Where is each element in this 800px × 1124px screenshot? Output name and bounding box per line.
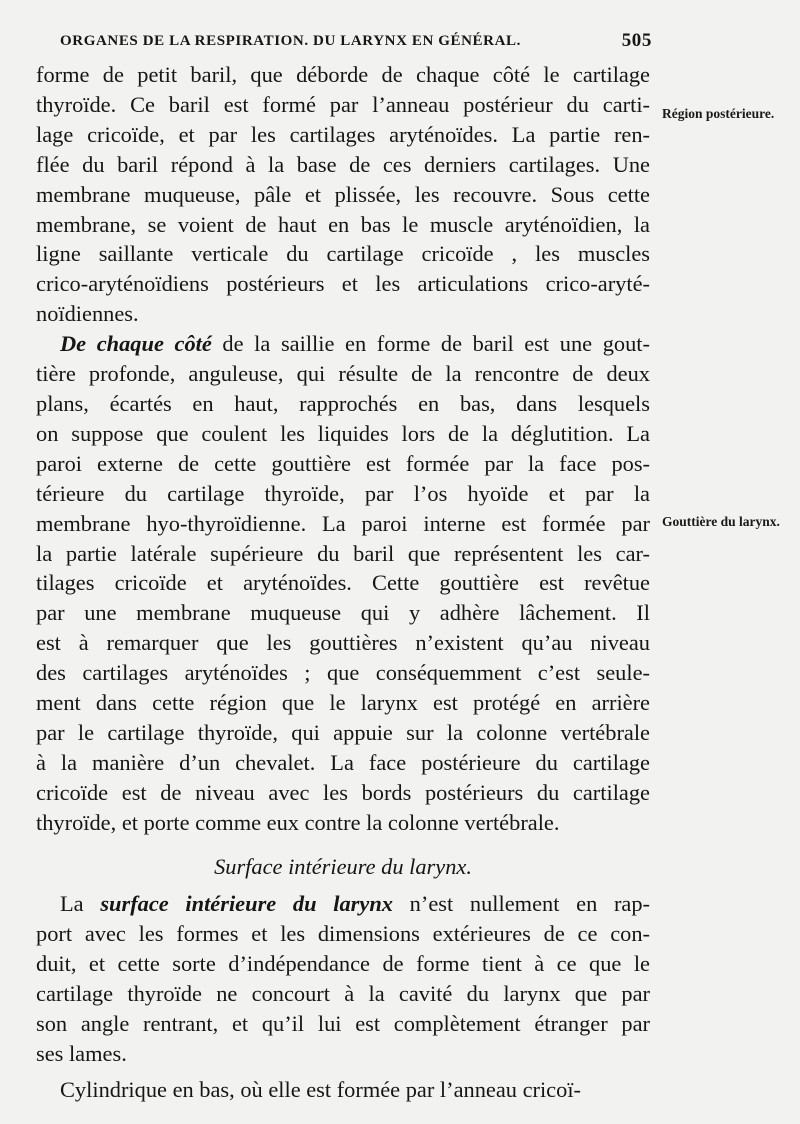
paragraph-4: [36, 1075, 650, 1105]
running-title: ORGANES DE LA RESPIRATION. DU LARYNX EN GÉNÉRAL.: [60, 33, 521, 49]
italic-phrase: De chaque côté: [60, 331, 212, 357]
text-line: port avec les formes et les dimensions extérieures de ce con-: [36, 921, 650, 947]
text-line: paroi externe de cette gouttière est formée par la face pos-: [36, 450, 650, 476]
text-line: cartilage thyroïde ne concourt à la cavité du larynx que par: [36, 981, 650, 1007]
text-line: lage cricoïde, et par les cartilages aryténoïdes. La partie ren-: [36, 121, 650, 147]
text-line: son angle rentrant, et qu’il lui est complètement étranger par: [36, 1011, 650, 1037]
margin-note-gouttiere: Gouttière du larynx.: [662, 514, 780, 529]
text-line: tière profonde, anguleuse, qui résulte de la rencontre de deux: [36, 361, 650, 387]
text-line: est à remarquer que les gouttières n’existent qu’au niveau: [36, 630, 650, 656]
text-line: tilages cricoïde et aryténoïdes. Cette gouttière est revêtue: [36, 570, 650, 596]
line-rest: de la saillie en forme de baril est une gout-: [211, 331, 650, 357]
paragraph-3: [36, 889, 650, 1068]
text-line: forme de petit baril, que déborde de chaque côté le cartilage: [36, 62, 650, 87]
text-line: des cartilages aryténoïdes ; que conséquemment c’est seule-: [36, 660, 650, 686]
body-text: [36, 60, 650, 1105]
paragraph-1: [36, 60, 650, 329]
text-line: thyroïde. Ce baril est formé par l’anneau postérieur du carti-: [36, 91, 650, 117]
line-rest: n’est nullement en rap-: [392, 891, 651, 917]
text-line: la partie latérale supérieure du baril que représentent les car-: [36, 540, 650, 566]
text-line: duit, et cette sorte d’indépendance de forme tient à ce que le: [36, 951, 650, 977]
text-line: plans, écartés en haut, rapprochés en bas, dans lesquels: [36, 390, 650, 416]
section-heading: Surface intérieure du larynx.: [214, 853, 472, 879]
text-line: thyroïde, et porte comme eux contre la colonne vertébrale.: [36, 809, 560, 835]
text-line: [36, 889, 650, 919]
text-line: crico-aryténoïdiens postérieurs et les articulations crico-aryté-: [36, 271, 650, 297]
paragraph-2: [36, 329, 650, 837]
line-start: La: [60, 891, 101, 917]
text-line: membrane muqueuse, pâle et plissée, les recouvre. Sous cette: [36, 181, 650, 207]
text-line: membrane hyo-thyroïdienne. La paroi interne est formée par: [36, 510, 650, 536]
text-line: ses lames.: [36, 1041, 127, 1066]
bleed-through-mark: [736, 88, 796, 100]
text-line: flée du baril répond à la base de ces derniers cartilages. Une: [36, 151, 650, 177]
text-line: membrane, se voient de haut en bas le muscle aryténoïdien, la: [36, 211, 650, 237]
running-header: [60, 30, 652, 52]
text-line: Cylindrique en bas, où elle est formée par l’anneau cricoï-: [60, 1076, 581, 1102]
text-line: ment dans cette région que le larynx est protégé en arrière: [36, 690, 650, 716]
text-line: noïdiennes.: [36, 301, 139, 327]
text-line: par le cartilage thyroïde, qui appuie sur la colonne vertébrale: [36, 719, 650, 745]
text-line: par une membrane muqueuse qui y adhère lâchement. Il: [36, 600, 650, 626]
text-line: à la manière d’un chevalet. La face postérieure du cartilage: [36, 749, 650, 775]
italic-phrase: surface intérieure du larynx: [100, 891, 393, 917]
text-line: [36, 329, 650, 359]
text-line: cricoïde est de niveau avec les bords postérieurs du cartilage: [36, 779, 650, 805]
text-line: ligne saillante verticale du cartilage cricoïde , les muscles: [36, 241, 650, 267]
text-line: térieure du cartilage thyroïde, par l’os hyoïde et par la: [36, 480, 650, 506]
page-number: 505: [621, 30, 652, 51]
margin-note-region-posterieure: Région postérieure.: [662, 106, 775, 121]
text-line: on suppose que coulent les liquides lors de la déglutition. La: [36, 420, 650, 446]
